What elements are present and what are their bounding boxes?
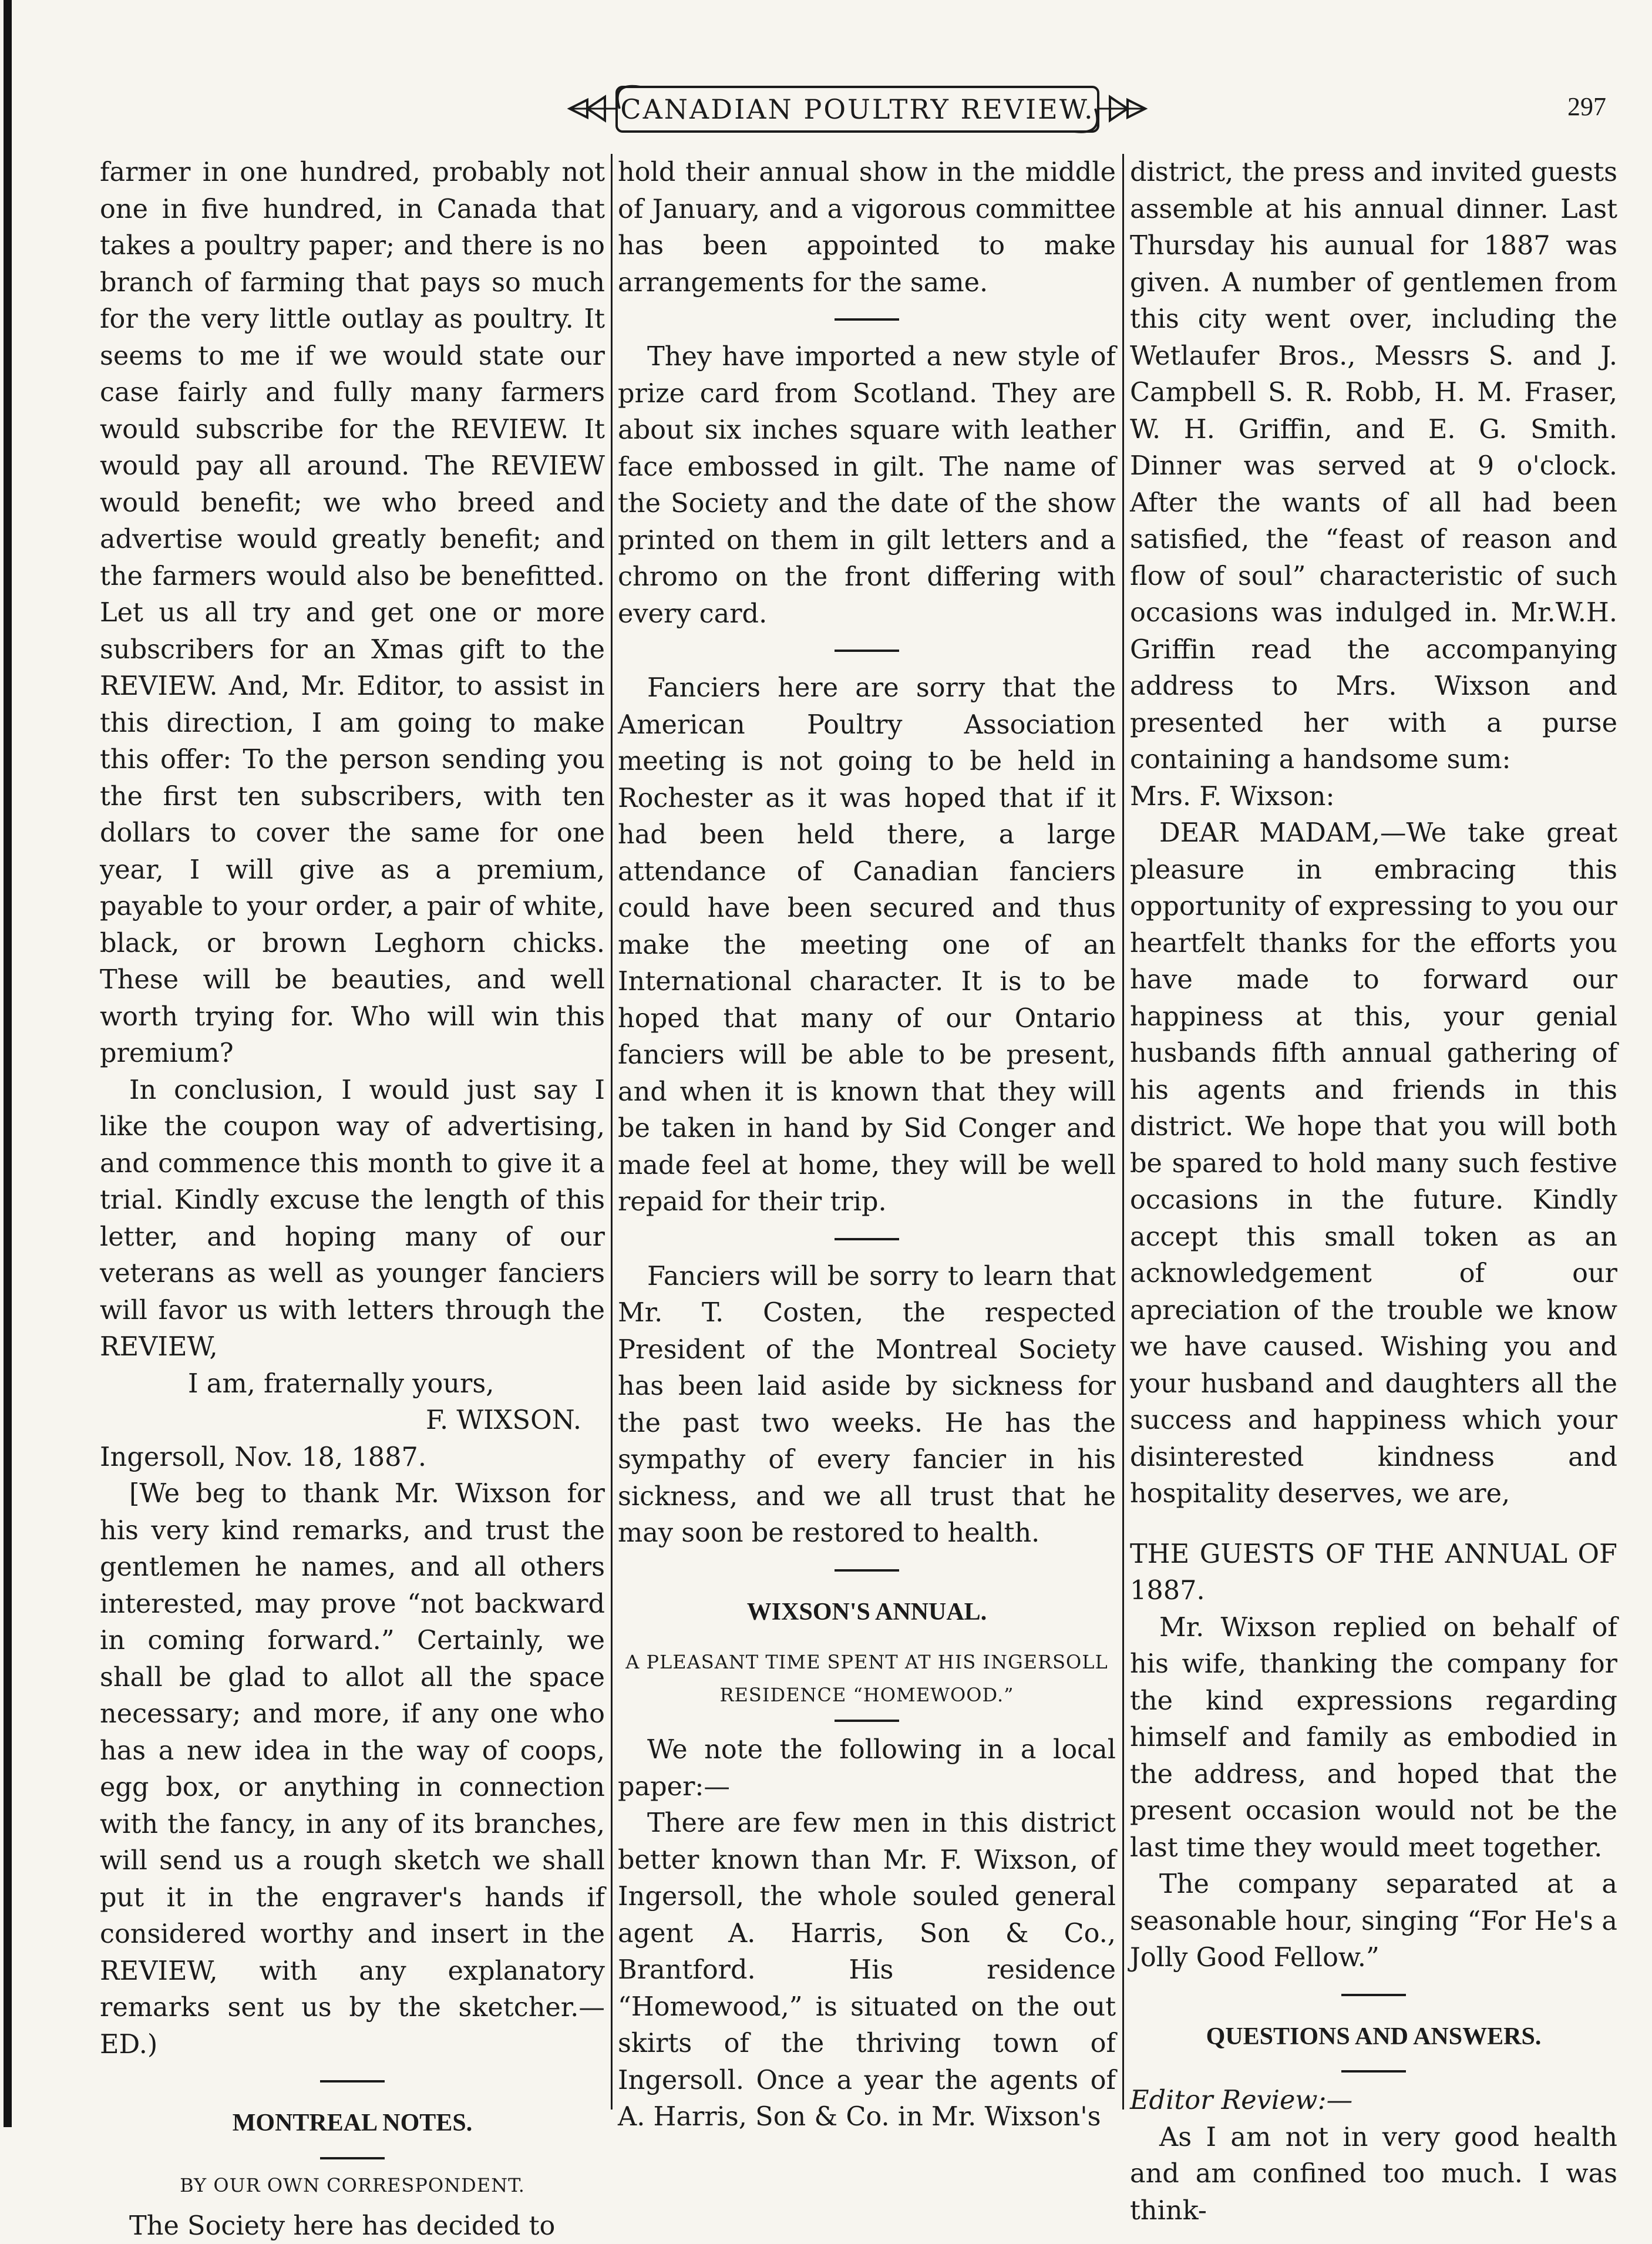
- divider: [835, 650, 899, 652]
- editor-note: [We beg to thank Mr. Wixson for his very kind remarks, and trust the gentlemen he names, and all others interested, may prove “not backward in coming forward.” Certainly, we shall be glad to allot all the space necessary; and more, if any one who has a new idea in the way of coops, egg box, or anything in connection with the fancy, in any of its branches, will send us a rough sketch we shall put it in the engraver's hands if considered worthy and insert in the REVIEW, with any explanatory remarks sent us by the sketcher.—ED.): [100, 1475, 605, 2063]
- section-heading: MONTREAL NOTES.: [100, 2105, 605, 2142]
- masthead-title: CANADIAN POULTRY REVIEW.: [620, 93, 1094, 125]
- body-paragraph: Fanciers will be sorry to learn that Mr. T. Costen, the respected President of the Montreal Society has been laid aside by sickness for the past two weeks. He has the sympathy of every fancier in his sickness, and we all trust that he may soon be restored to health.: [618, 1258, 1116, 1552]
- subheading: A PLEASANT TIME SPENT AT HIS INGERSOLL RESIDENCE “HOMEWOOD.”: [618, 1646, 1116, 1711]
- column-rule-2: [1122, 154, 1124, 2110]
- masthead-ornament-icon: [564, 76, 1151, 141]
- address-signoff: THE GUESTS OF THE ANNUAL OF 1887.: [1130, 1536, 1617, 1609]
- body-paragraph: In conclusion, I would just say I like the coupon way of advertising, and commence this month to give it a trial. Kindly excuse the length of this letter, and hoping many of our veterans as well as younger fanciers will favor us with letters through the REVIEW,: [100, 1072, 605, 1365]
- body-paragraph: They have imported a new style of prize card from Scotland. They are about six inches square with leather face embossed in gilt. The name of the Society and the date of the show printed on them in gilt letters and a chromo on the front differing with every card.: [618, 338, 1116, 632]
- binding-edge: [4, 0, 12, 2127]
- section-heading: WIXSON'S ANNUAL.: [618, 1594, 1116, 1631]
- divider: [320, 2080, 385, 2082]
- column-1: [100, 154, 605, 2110]
- body-paragraph: There are few men in this district better known than Mr. F. Wixson, of Ingersoll, the whole souled general agent A. Harris, Son & Co., Brantford. His residence “Homewood,” is situated on the out skirts of the thriving town of Ingersoll. Once a year the agents of A. Harris, Son & Co. in Mr. Wixson's: [618, 1805, 1116, 2135]
- body-paragraph: We note the following in a local paper:—: [618, 1731, 1116, 1805]
- body-paragraph: As I am not in very good health and am confined too much. I was think-: [1130, 2119, 1617, 2229]
- body-paragraph: The Society here has decided to: [100, 2208, 605, 2244]
- address-salutation: Mrs. F. Wixson:: [1130, 778, 1617, 815]
- body-paragraph: Fanciers here are sorry that the American Poultry Association meeting is not going to be held in Rochester as it was hoped that if it had been held there, a large attendance of Canadian fanciers could have been secured and thus make the meeting one of an International character. It is to be hoped that many of our Ontario fanciers will be able to be present, and when it is known that they will be taken in hand by Sid Conger and made feel at home, they will be well repaid for their trip.: [618, 670, 1116, 1220]
- body-paragraph: The company separated at a seasonable hour, singing “For He's a Jolly Good Fellow.”: [1130, 1866, 1617, 1976]
- byline: BY OUR OWN CORRESPONDENT.: [100, 2169, 605, 2202]
- divider: [320, 2157, 385, 2159]
- page-number: 297: [1567, 94, 1606, 120]
- letter-dateline: Ingersoll, Nov. 18, 1887.: [100, 1439, 605, 1476]
- divider: [1341, 1994, 1406, 1996]
- divider: [835, 1720, 899, 1722]
- column-2: [618, 154, 1116, 2110]
- masthead: [564, 76, 1151, 141]
- divider: [835, 1238, 899, 1240]
- divider: [835, 1569, 899, 1572]
- body-paragraph: Mr. Wixson replied on behalf of his wife, thanking the company for the kind expressions regarding himself and family as embodied in the address, and hoped that the present occasion would not be the last time they would meet together.: [1130, 1609, 1617, 1866]
- body-paragraph: district, the press and invited guests assemble at his annual dinner. Last Thursday his aunual for 1887 was given. A number of gentlemen from this city went over, including the Wetlaufer Bros., Messrs S. and J. Campbell S. R. Robb, H. M. Fraser, W. H. Griffin, and E. G. Smith. Dinner was served at 9 o'clock. After the wants of all had been satisfied, the “feast of reason and flow of soul” characteristic of such occasions was indulged in. Mr.W.H. Griffin read the accompanying address to Mrs. Wixson and presented her with a purse containing a handsome sum:: [1130, 154, 1617, 778]
- letter-closing: I am, fraternally yours,: [100, 1365, 605, 1402]
- divider: [835, 318, 899, 321]
- column-3: [1130, 154, 1617, 2110]
- divider: [1341, 2070, 1406, 2073]
- address-body: DEAR MADAM,—We take great pleasure in embracing this opportunity of expressing to you our heartfelt thanks for the efforts you have made to forward our happiness at this, your genial husbands fifth annual gathering of his agents and friends in this district. We hope that you will both be spared to hold many such festive occasions in the future. Kindly accept this small token as an acknowledgement of our apreciation of the trouble we know we have caused. Wishing you and your husband and daughters all the success and happiness which your disinterested kindness and hospitality deserves, we are,: [1130, 815, 1617, 1512]
- letter-salutation: Editor Review:—: [1130, 2082, 1617, 2119]
- column-rule-1: [611, 154, 613, 2110]
- body-paragraph: hold their annual show in the middle of January, and a vigorous committee has been appointed to make arrangements for the same.: [618, 154, 1116, 301]
- letter-signature: F. WIXSON.: [100, 1402, 605, 1439]
- body-paragraph: farmer in one hundred, probably not one in five hundred, in Canada that takes a poultry paper; and there is no branch of farming that pays so much for the very little outlay as poultry. It seems to me if we would state our case fairly and fully many farmers would subscribe for the REVIEW. It would pay all around. The REVIEW would benefit; we who breed and advertise would greatly benefit; and the farmers would also be benefitted. Let us all try and get one or more subscribers for an Xmas gift to the REVIEW. And, Mr. Editor, to assist in this direction, I am going to make this offer: To the person sending you the first ten subscribers, with ten dollars to cover the same for one year, I will give as a premium, payable to your order, a pair of white, black, or brown Leghorn chicks. These will be beauties, and well worth trying for. Who will win this premium?: [100, 154, 605, 1072]
- section-heading: QUESTIONS AND ANSWERS.: [1130, 2018, 1617, 2055]
